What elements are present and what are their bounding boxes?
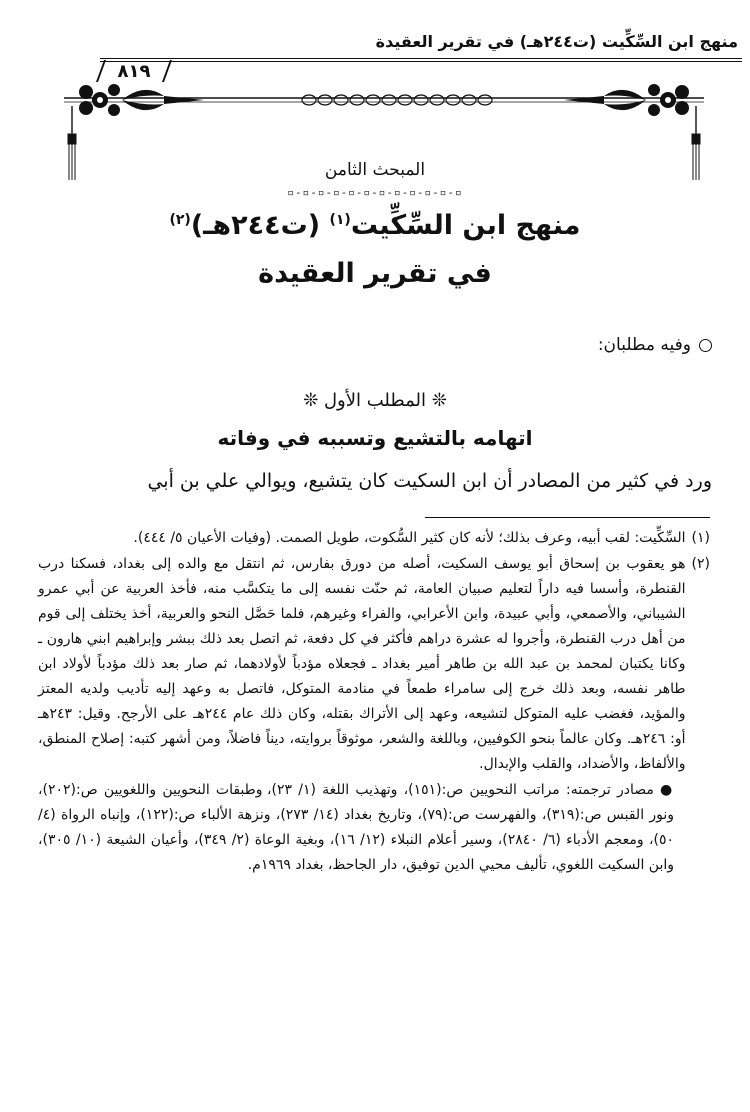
- intro-line: [598, 335, 712, 355]
- chain-ornament: [302, 95, 492, 105]
- section-heading: ❊ المطلب الأول ❊: [303, 390, 447, 411]
- footnote-ref-2: (٢): [169, 212, 191, 228]
- footnotes: [38, 526, 710, 878]
- footnote-2: [38, 552, 710, 777]
- title-text: منهج ابن السِّكِّيت: [350, 210, 581, 241]
- footnote-number: (١): [691, 530, 710, 546]
- section-title: اتهامه بالتشيع وتسببه في وفاته: [217, 426, 533, 450]
- right-flower-icon: [564, 84, 689, 116]
- dotted-divider: ▫-▫-▫-▫-▫-▫-▫-▫-▫-▫-▫-▫: [287, 186, 463, 199]
- title-date: (ت٢٤٤هـ): [190, 210, 321, 241]
- chapter-title: [0, 210, 750, 241]
- running-header: منهج ابن السِّكِّيت (ت٢٤٤هـ) في تقرير العقيدة: [375, 32, 738, 51]
- header-rule-double: [100, 61, 742, 62]
- header-rule: [100, 58, 742, 59]
- footnote-separator: [425, 517, 710, 518]
- body-paragraph: ورد في كثير من المصادر أن ابن السكيت كان يتشيع، ويوالي علي بن أبي: [147, 470, 712, 492]
- intro-text: وفيه مطلبان:: [597, 335, 691, 355]
- circle-bullet-icon: [699, 339, 712, 352]
- left-flower-icon: [79, 84, 204, 116]
- footnote-1: [38, 526, 710, 551]
- section-label: المبحث الثامن: [324, 160, 426, 180]
- footnote-text: السِّكِّيت: لقب أبيه، وعرف بذلك؛ لأنه كان كثير السُّكوت، طويل الصمت. (وفيات الأعيان ٥/ ٤٤٤).: [133, 530, 686, 546]
- footnote-text: هو يعقوب بن إسحاق أبو يوسف السكيت، أصله من دورق بفارس، ثم انتقل مع والده إلى بغداد، فسكنا درب القنطرة، وأسسا فيه داراً لتعليم صبيان العامة، ثم حنّت نفسه إلى ما يتكسَّب منه، فأخذ العربية عن أبي عمرو الشيباني، والأصمعي، وأبي عبيدة، وابن الأعرابي، والفراء وغيرهم، فلما حَصَّل النحو والعربية، أخذ يختلف إلى قوم من أهل درب القنطرة، وأجروا له عشرة دراهم فأكثر في كل دفعة، ثم اتصل بعد ذلك ببشر وإبراهيم ابني هارون ـ وكانا يكتبان لمحمد بن عبد الله بن طاهر أمير بغداد ـ فجعلاه مؤدباً لأولادهما، ثم صار بعد ذلك مؤدباً لأولاد ابن طاهر نفسه، وبعد ذلك خرج إلى سامراء طمعاً في منادمة المتوكل، فاتصل به وعهد إليه تأديب ولديه المعتز والمؤيد، فغضب عليه المتوكل لتشيعه، وعهد إلى الأتراك بقتله، وكان ذلك عام ٢٤٤هـ على الأرجح. وقيل: ٢٤٣هـ أو: ٢٤٦هـ. وكان عالماً بنحو الكوفيين، وباللغة والشعر، موثوقاً بروايته، ديناً فاضلاً، ومن أشهر كتبه: إصلاح المنطق، والألفاظ، والأضداد، والقلب والإبدال.: [38, 556, 686, 772]
- chapter-subtitle: في تقرير العقيدة: [258, 258, 492, 289]
- footnote-number: (٢): [691, 556, 710, 572]
- footnote-ref-1: (١): [329, 212, 351, 228]
- sources-paragraph: ● مصادر ترجمته: مراتب النحويين ص:(١٥١)، وتهذيب اللغة (١/ ٢٣)، وطبقات النحويين واللغويين ص:(٢٠٢)، ونور القبس ص:(٣١٩)، والفهرست ص:(٧٩)، وتاريخ بغداد (١٤/ ٢٧٣)، ونزهة الألباء ص:(١٢٢)، وإنباه الرواة (٤/ ٥٠)، ومعجم الأدباء (٦/ ٢٨٤٠)، وسير أعلام النبلاء (١٢/ ١٦)، وبغية الوعاة (٢/ ٣٤٩)، وأعيان الشيعة (١٠/ ٣٠٥)، وابن السكيت اللغوي، تأليف محيي الدين توفيق، دار الجاحظ، بغداد ١٩٦٩م.: [38, 782, 675, 873]
- page-number-text: ٨١٩: [117, 60, 151, 82]
